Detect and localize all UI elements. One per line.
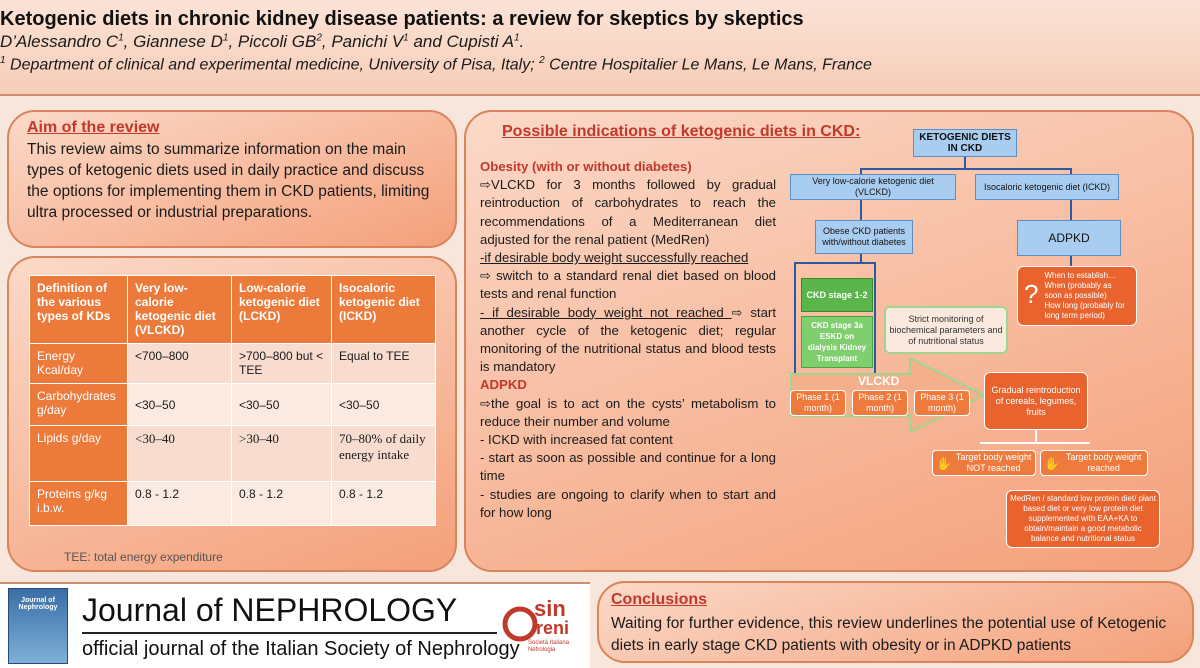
- kd-definition-table: [29, 275, 436, 526]
- connector: [794, 262, 862, 264]
- row-label: Energy Kcal/day: [30, 344, 128, 384]
- table-cell: <30–40: [128, 426, 232, 482]
- table-row: [30, 482, 436, 526]
- table-cell: <30–50: [128, 384, 232, 426]
- table-cell: >30–40: [232, 426, 332, 482]
- author-list: D’Alessandro $C^1$, Giannese $D^1$, Piccoli $GB^2$, Panichi $V^1$ and Cupisti $A^1$.: [0, 32, 525, 51]
- adpkd-heading: ADPKD: [480, 377, 527, 393]
- connector: [1035, 430, 1037, 442]
- thumbs-down-icon: ✋: [936, 455, 953, 471]
- adpkd-paragraph: ⇨the goal is to act on the cysts’ metabolism to reduce their number and volume: [480, 395, 776, 429]
- table-row: [30, 426, 436, 482]
- obesity-paragraph: ⇨VLCKD for 3 months followed by gradual reintroduction of carbohydrates to reach the recommendations of a Mediterranean diet adjusted for the renal patient (MedRen): [480, 177, 776, 247]
- journal-subtitle: official journal of the Italian Society of Nephrology: [82, 638, 520, 660]
- flow-final: MedRen / standard low protein diet/ plant based diet or very low protein diet supplemented with EAA+KA to obtain/maintain a good metabolic balance and nutritional status: [1006, 490, 1160, 548]
- flow-stage3a: CKD stage 3a ESKD on dialysis Kidney Transplant: [801, 316, 873, 368]
- adpkd-paragraph: - start as soon as possible and continue for a long time: [480, 450, 776, 484]
- table-cell: <700–800: [128, 344, 232, 384]
- table-cell: Equal to TEE: [332, 344, 436, 384]
- row-label: Carbohydrates g/day: [30, 384, 128, 426]
- flow-stage12: CKD stage 1-2: [801, 278, 873, 312]
- table-cell: <30–50: [332, 384, 436, 426]
- flow-phase2: Phase 2 (1 month): [852, 390, 908, 416]
- table-header-cell: Very low-calorie ketogenic diet (VLCKD): [128, 276, 232, 344]
- aim-title: Aim of the review: [27, 119, 160, 136]
- table-footnote: TEE: total energy expenditure: [64, 550, 223, 564]
- journal-name: Journal of NEPHROLOGY: [82, 592, 458, 628]
- obesity-paragraph: - if desirable body weight not reached ⇨ start another cycle of the ketogenic diet; regular monitoring of the nutritional status and blood tests is mandatory: [480, 304, 776, 375]
- establish-title: When to establish…: [1044, 271, 1117, 280]
- table-cell: >700–800 but < TEE: [232, 344, 332, 384]
- row-label: Proteins g/kg i.b.w.: [30, 482, 128, 526]
- flow-reached: ✋ Target body weight reached: [1040, 450, 1148, 476]
- obesity-paragraph: ⇨ switch to a standard renal diet based on blood tests and renal function: [480, 268, 776, 302]
- table-cell: 0.8 - 1.2: [232, 482, 332, 526]
- poster-title: Ketogenic diets in chronic kidney disease patients: a review for skeptics by skeptics: [0, 8, 804, 30]
- connector: [860, 262, 876, 264]
- conclusions-text: Waiting for further evidence, this review underlines the potential use of Ketogenic diets in early stage CKD patients with obesity or in ADPKD patients: [611, 615, 1167, 654]
- table-cell: 0.8 - 1.2: [332, 482, 436, 526]
- thumbs-up-icon: ✋: [1044, 455, 1061, 471]
- indications-title: Possible indications of ketogenic diets in CKD:: [502, 123, 861, 140]
- connector: [860, 200, 862, 220]
- flow-obese: Obese CKD patients with/without diabetes: [815, 220, 913, 254]
- conclusions-panel: [597, 581, 1194, 663]
- connector: [964, 156, 966, 168]
- adpkd-paragraph: - ICKD with increased fat content: [480, 432, 673, 448]
- table-cell: <30–50: [232, 384, 332, 426]
- flow-phase1: Phase 1 (1 month): [790, 390, 846, 416]
- table-header-cell: Isocaloric ketogenic diet (ICKD): [332, 276, 436, 344]
- connector: [1070, 200, 1072, 220]
- aim-panel: [7, 110, 457, 248]
- obesity-heading: Obesity (with or without diabetes): [480, 159, 692, 174]
- kd-table-panel: [7, 256, 457, 572]
- indications-text: [480, 158, 776, 522]
- flow-ickd: Isocaloric ketogenic diet (ICKD): [975, 174, 1119, 200]
- sin-logo: sin reni Società Italiana Nefrologia: [500, 594, 580, 660]
- flow-reintro: Gradual reintroduction of cereals, legumes, fruits: [984, 372, 1088, 430]
- table-header-cell: Low-calorie ketogenic diet (LCKD): [232, 276, 332, 344]
- table-cell: 0.8 - 1.2: [128, 482, 232, 526]
- table-header-row: [30, 276, 436, 344]
- row-label: Lipids g/day: [30, 426, 128, 482]
- table-row: [30, 344, 436, 384]
- flow-phase3: Phase 3 (1 month): [914, 390, 970, 416]
- aim-text: This review aims to summarize information on the main types of ketogenic diets used in daily practice and discuss the options for implementing them in CKD patients, limiting ultra processed or industrial preparations.: [27, 141, 430, 221]
- establish-long: How long (probably for long term period): [1044, 301, 1125, 320]
- adpkd-paragraph: - studies are ongoing to clarify when to start and for how long: [480, 486, 776, 520]
- table-cell: 70–80% of daily energy intake: [332, 426, 436, 482]
- table-row: [30, 384, 436, 426]
- obesity-condition-reached: -if desirable body weight successfully reached: [480, 250, 749, 266]
- flow-establish-box: [1017, 266, 1137, 326]
- flow-root: KETOGENIC DIETS IN CKD: [913, 129, 1017, 157]
- table-header-cell: Definition of the various types of KDs: [30, 276, 128, 344]
- connector: [860, 168, 1072, 170]
- conclusions-title: Conclusions: [611, 591, 708, 608]
- arrow-label: VLCKD: [858, 374, 900, 388]
- connector: [860, 254, 862, 262]
- journal-cover-image: Journal of Nephrology: [8, 588, 68, 664]
- flow-monitoring: Strict monitoring of biochemical parameters and of nutritional status: [884, 306, 1008, 354]
- flow-not-reached: ✋ Target body weight NOT reached: [932, 450, 1036, 476]
- flow-vlckd: Very low-calorie ketogenic diet (VLCKD): [790, 174, 956, 200]
- establish-when: When (probably as soon as possible): [1044, 281, 1112, 300]
- question-icon: ?: [1024, 279, 1039, 309]
- connector: [980, 442, 1090, 444]
- flow-adpkd: ADPKD: [1017, 220, 1121, 256]
- connector: [1070, 256, 1072, 266]
- affiliations: $^1$ Department of clinical and experimental medicine, University of Pisa, Italy; $^2$ Centre Hospitalier Le Mans, Le Mans, France: [0, 55, 872, 74]
- journal-rule: [82, 632, 497, 634]
